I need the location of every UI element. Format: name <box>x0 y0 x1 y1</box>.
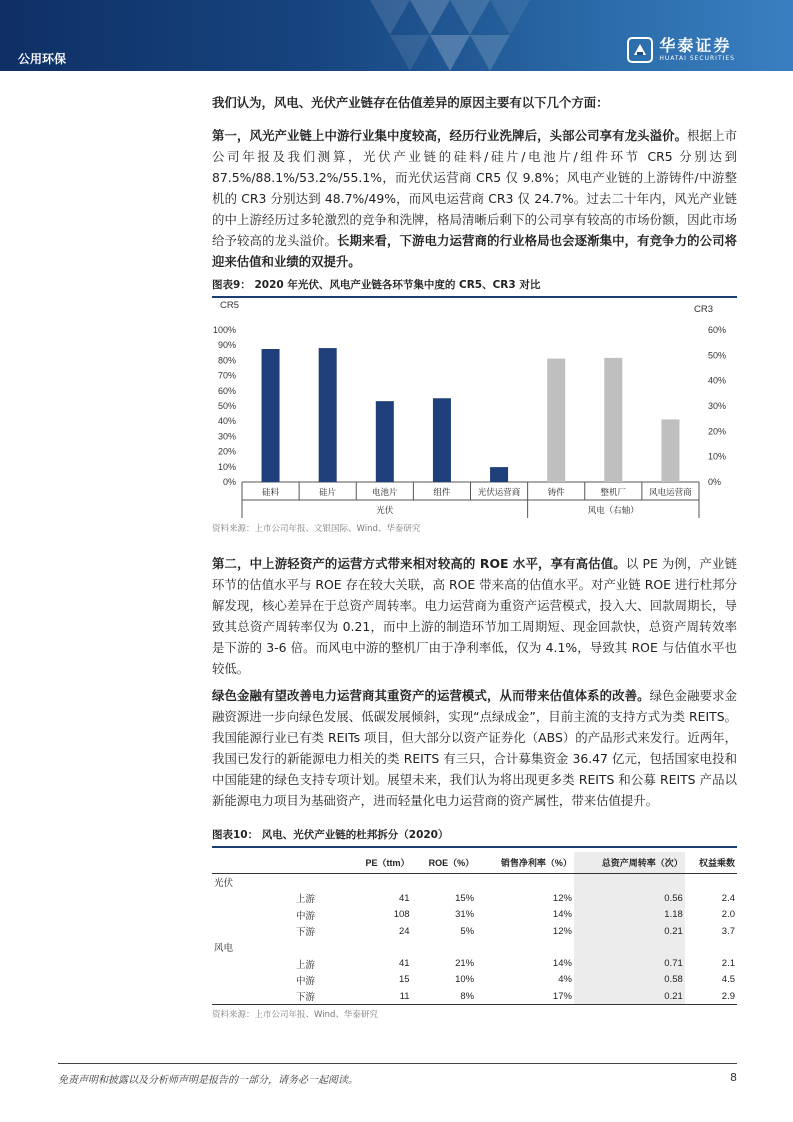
pe-cell: 15 <box>398 974 410 986</box>
figure-9-source: 资料来源：上市公司年报、文银国际、Wind、华泰研究 <box>212 524 421 534</box>
pe-cell: 41 <box>398 892 410 904</box>
table-header-cell: 总资产周转率（次） <box>574 852 685 874</box>
brand-name-cn: 华泰证券 <box>659 36 732 55</box>
huatai-logo-icon <box>627 37 653 63</box>
row-label: 上游 <box>296 959 316 971</box>
left-tick-label: 70% <box>217 370 236 381</box>
row-label: 上游 <box>296 894 316 906</box>
right-tick-label: 30% <box>708 401 727 411</box>
left-tick-label: 20% <box>217 446 236 457</box>
category-label: 光伏运营商 <box>477 488 521 498</box>
table-row <box>212 923 737 939</box>
group-label: 光伏 <box>214 878 234 890</box>
figure-10 <box>212 827 737 1020</box>
asset-turnover-cell: 0.21 <box>574 923 685 939</box>
right-tick-label: 40% <box>708 375 727 386</box>
right-tick-label: 0% <box>708 477 722 487</box>
category-label: 硅料 <box>262 488 280 498</box>
asset-turnover-cell: 1.18 <box>574 907 685 923</box>
paragraph-2 <box>212 553 737 679</box>
category-label: 整机厂 <box>600 488 627 498</box>
equity-multiplier-cell: 2.4 <box>721 892 735 904</box>
table-row <box>212 972 737 988</box>
table-group-row <box>212 874 737 891</box>
figure-10-title: 图表10： 风电、光伏产业链的杜邦拆分（2020） <box>212 827 737 848</box>
bar-right <box>547 359 565 482</box>
net-margin-cell: 4% <box>558 974 572 986</box>
table-row <box>212 988 737 1005</box>
bar-left <box>433 398 451 482</box>
left-tick-label: 30% <box>217 431 236 442</box>
left-tick-label: 10% <box>217 461 236 472</box>
paragraph-1-lead: 第一，风光产业链上中游行业集中度较高，经历行业洗牌后，头部公司享有龙头溢价。 <box>212 128 688 143</box>
equity-multiplier-cell: 2.9 <box>685 988 737 1005</box>
bar-left <box>262 349 280 482</box>
table-header-cell: 权益乘数 <box>685 852 737 874</box>
pe-cell: 24 <box>398 925 410 937</box>
category-label: 电池片 <box>372 488 398 498</box>
equity-multiplier-cell: 3.7 <box>721 925 735 937</box>
figure-10-source: 资料来源：上市公司年报、Wind、华泰研究 <box>212 1010 378 1021</box>
right-tick-label: 10% <box>708 451 727 462</box>
paragraph-2-lead: 第二，中上游轻资产的运营方式带来相对较高的 ROE 水平，享有高估值。 <box>212 556 626 571</box>
intro-heading: 我们认为，风电、光伏产业链存在估值差异的原因主要有以下几个方面： <box>212 95 609 110</box>
net-margin-cell: 12% <box>552 925 572 937</box>
row-label: 下游 <box>212 988 349 1005</box>
roe-cell: 21% <box>455 958 475 970</box>
category-label: 铸件 <box>547 488 565 498</box>
pe-cell: 11 <box>349 988 412 1005</box>
pe-cell: 108 <box>393 909 410 921</box>
right-axis-title: CR3 <box>694 304 714 315</box>
table-header-row <box>212 852 737 874</box>
group-label: 光伏 <box>376 506 394 516</box>
equity-multiplier-cell: 4.5 <box>721 974 735 986</box>
category-label: 组件 <box>433 488 451 498</box>
roe-cell: 15% <box>455 892 475 904</box>
group-label: 风电（右轴） <box>587 506 639 516</box>
cr-bar-chart <box>212 296 737 518</box>
header-decoration <box>330 0 590 71</box>
row-label: 中游 <box>296 975 316 987</box>
asset-turnover-cell: 0.71 <box>574 955 685 971</box>
sector-label: 公用环保 <box>18 52 67 66</box>
table-row <box>212 890 737 906</box>
left-tick-label: 60% <box>217 385 236 396</box>
row-label: 下游 <box>296 927 316 939</box>
paragraph-3 <box>212 685 737 811</box>
net-margin-cell: 12% <box>552 892 572 904</box>
brand <box>627 37 735 63</box>
table-row <box>212 907 737 923</box>
table-header-cell <box>212 852 349 874</box>
figure-9-chart <box>212 296 737 522</box>
left-tick-label: 0% <box>222 477 236 487</box>
equity-multiplier-cell: 2.1 <box>721 958 735 970</box>
bar-left <box>376 401 394 482</box>
page-header <box>0 0 793 71</box>
paragraph-3-lead: 绿色金融有望改善电力运营商其重资产的运营模式，从而带来估值体系的改善。 <box>212 688 650 703</box>
left-tick-label: 80% <box>217 355 236 366</box>
asset-turnover-cell: 0.21 <box>574 988 685 1005</box>
bar-right <box>604 358 622 482</box>
brand-name-en: HUATAI SECURITIES <box>659 55 735 62</box>
paragraph-2-body: 以 PE 为例，产业链环节的估值水平与 ROE 存在较大关联，高 ROE 带来高的估值水平。对产业链 ROE 进行杜邦分解发现，核心差异在于总资产周转率。电力运营商为重资产运营模式，投入大、回款周期长，导致其总资产周转率仅为 0.21，而中上游的制造环节加工周期短、现金回款快，总资产周转效率是下游的 3-6 倍。而风电中游的整机厂由于净利率低，仅为 4.1%，导致其 ROE 与估值水平也较低。 <box>212 556 737 676</box>
asset-turnover-cell: 0.56 <box>574 890 685 906</box>
group-label: 风电 <box>214 943 234 955</box>
roe-cell: 8% <box>412 988 477 1005</box>
roe-cell: 10% <box>455 974 475 986</box>
net-margin-cell: 14% <box>552 909 572 921</box>
pe-cell: 41 <box>398 958 410 970</box>
paragraph-1 <box>212 125 737 272</box>
category-label: 硅片 <box>319 488 337 498</box>
left-tick-label: 90% <box>217 340 236 351</box>
footer-disclaimer: 免责声明和披露以及分析师声明是报告的一部分，请务必一起阅读。 <box>58 1075 358 1086</box>
right-tick-label: 20% <box>708 426 727 437</box>
roe-cell: 31% <box>455 909 475 921</box>
bar-left <box>319 348 337 482</box>
table-header-cell: PE（ttm） <box>349 852 412 874</box>
paragraph-1-body: 根据上市公司年报及我们测算，光伏产业链的硅料/硅片/电池片/组件环节 CR5 分别达到 87.5%/88.1%/53.2%/55.1%，而光伏运营商 CR5 仅 9.8%；风电产业链的上游铸件/中游整机的 CR3 分别达到 48.7%/49%，而风电运营商 CR3 仅 24.7%。过去二十年内，风光产业链的中上游经历过多轮激烈的竞争和洗牌，格局清晰后剩下的公司享有较高的市场份额，因此市场给予较高的龙头溢价。 <box>212 128 738 248</box>
category-label: 风电运营商 <box>649 488 692 498</box>
dupont-table <box>212 852 737 1005</box>
equity-multiplier-cell: 2.0 <box>721 909 735 921</box>
page-number: 8 <box>730 1071 737 1084</box>
table-row <box>212 955 737 971</box>
right-tick-label: 50% <box>708 350 727 361</box>
bar-right <box>661 419 679 482</box>
net-margin-cell: 17% <box>476 988 574 1005</box>
table-header-cell: ROE（%） <box>412 852 477 874</box>
table-header-cell: 销售净利率（%） <box>476 852 574 874</box>
row-label: 中游 <box>296 910 316 922</box>
asset-turnover-cell: 0.58 <box>574 972 685 988</box>
footer-rule <box>58 1063 737 1064</box>
bar-left <box>490 467 508 482</box>
net-margin-cell: 14% <box>552 958 572 970</box>
left-tick-label: 100% <box>212 325 236 335</box>
table-group-row <box>212 939 737 955</box>
paragraph-3-body: 绿色金融要求金融资源进一步向绿色发展、低碳发展倾斜，实现“点绿成金”，目前主流的支持方式为类 REITS。我国能源行业已有类 REITs 项目，但大部分以资产证券化（ABS）的产品形式来发行。近两年，我国已发行的新能源电力相关的类 REITS 有三只，合计募集资金 36.47 亿元，包括国家电投和中国能建的绿色支持专项计划。展望未来，我们认为将出现更多类 REITS 和公募 REITS 产品以新能源电力项目为基础资产，进而轻量化电力运营商的资产属性，带来估值提升。 <box>212 688 738 808</box>
paragraph-1-tail: 长期来看，下游电力运营商的行业格局也会逐渐集中，有竞争力的公司将迎来估值和业绩的双提升。 <box>212 233 738 269</box>
left-tick-label: 50% <box>217 401 236 411</box>
left-axis-title: CR5 <box>220 300 240 311</box>
roe-cell: 5% <box>460 925 475 937</box>
left-tick-label: 40% <box>217 416 236 427</box>
figure-9-title: 图表9： 2020 年光伏、风电产业链各环节集中度的 CR5、CR3 对比 <box>212 277 737 298</box>
right-tick-label: 60% <box>708 325 727 335</box>
